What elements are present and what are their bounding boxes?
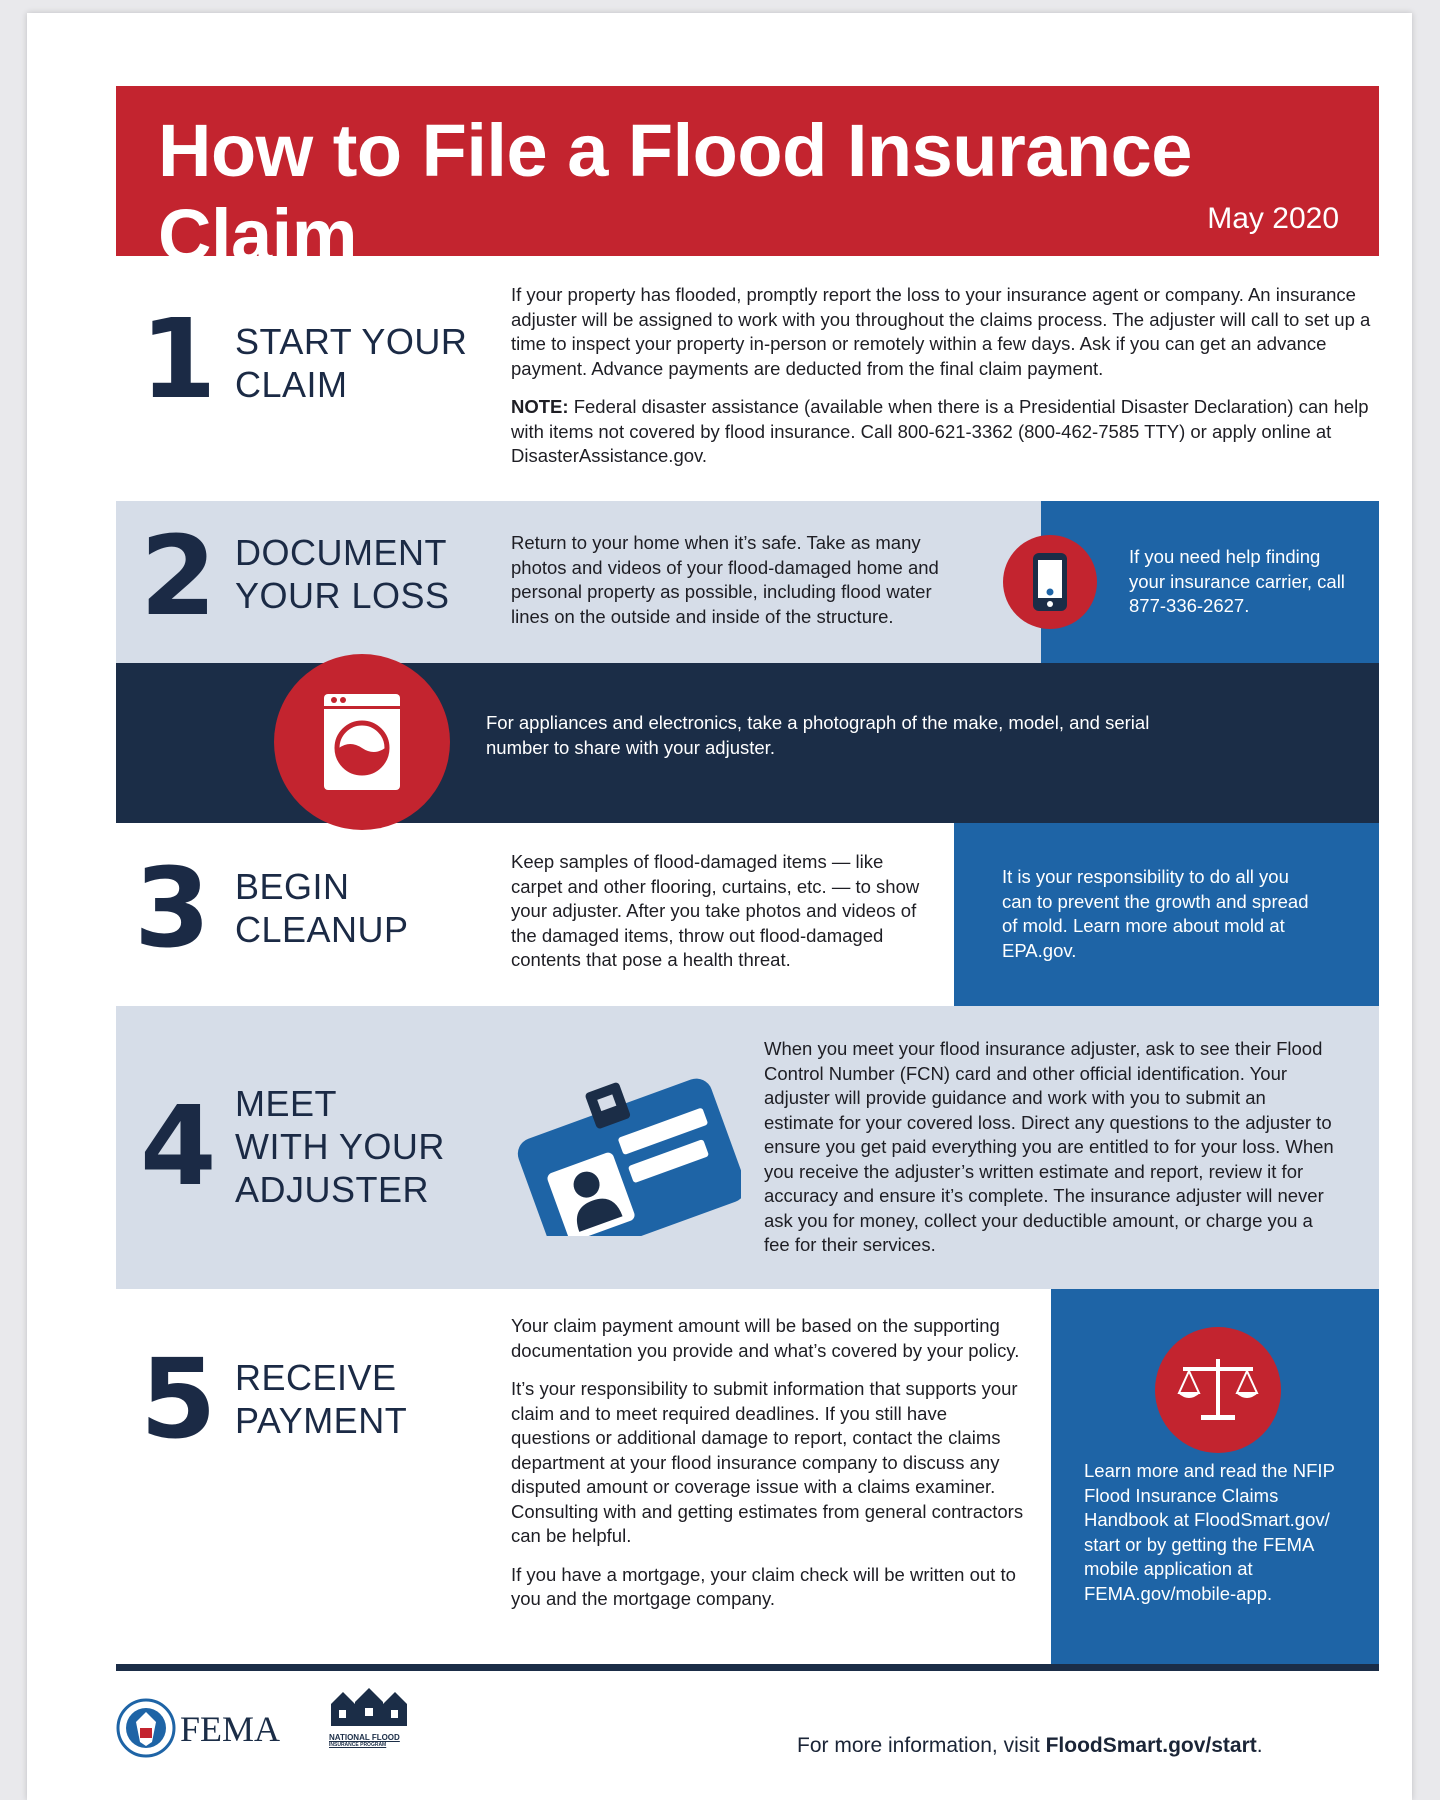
publish-date: May 2020: [1207, 202, 1339, 235]
more-info-text: For more information, visit FloodSmart.gov/start.: [797, 1734, 1263, 1757]
step-heading: DOCUMENT YOUR LOSS: [235, 532, 450, 616]
step-4-section: [116, 1006, 1379, 1289]
carrier-help-text: If you need help finding your insurance carrier, call 877-336-2627.: [1129, 546, 1345, 616]
appliance-tip-text: For appliances and electronics, take a photograph of the make, model, and serial number to share with your adjuster.: [486, 712, 1150, 758]
houses-icon: [329, 1686, 409, 1728]
handbook-panel: [1051, 1289, 1379, 1664]
step-body: Your claim payment amount will be based on the supporting documentation you provide and what’s covered by your policy. It’s your responsibility to submit information that supports your claim and to meet required deadlines. If you still have questions or additional damage to report, contact the claims department at your flood insurance company to discuss any disputed amount or coverage issue with a claims examiner. Consulting with and getting estimates from general contractors can be helpful. If you have a mortgage, your claim check will be written out to you and the mortgage company.: [511, 1315, 1024, 1609]
step-2-section: [116, 501, 1379, 663]
step-number: 3: [134, 844, 211, 972]
step-body: Keep samples of flood-damaged items — like carpet and other flooring, curtains, etc. — to show your adjuster. After you take photos and videos of the damaged items, throw out flood-damaged contents that pose a health threat.: [511, 851, 920, 970]
step-3-section: [116, 823, 1379, 1006]
fema-wordmark: FEMA: [180, 1709, 281, 1749]
step-number: 5: [140, 1335, 217, 1463]
flyer-page: [27, 13, 1412, 1800]
step-body: If your property has flooded, promptly report the loss to your insurance agent or company. An insurance adjuster will be assigned to work with you throughout the claims process. The adjuster will call to set up a time to inspect your property in-person or remotely within a few days. Ask if you can get an advance payment. Advance payments are deducted from the final claim payment. NOTE: Federal disaster assistance (available when there is a Presidential Disaster Declaration) can help with items not covered by flood insurance. Call 800-621-3362 (800-462-7585 TTY) or apply online at DisasterAssistance.gov.: [511, 283, 1376, 483]
step-note: NOTE: Federal disaster assistance (available when there is a Presidential Disaster Declaration) can help with items not covered by flood insurance. Call 800-621-3362 (800-462-7585 TTY) or apply online at DisasterAssistance.gov.: [511, 396, 1369, 466]
fema-logo: [116, 1698, 286, 1758]
scales-icon: [1155, 1327, 1281, 1453]
step-1-section: [116, 256, 1379, 501]
step-heading: RECEIVE PAYMENT: [235, 1357, 408, 1441]
step-heading: START YOUR CLAIM: [235, 321, 468, 405]
step-body: Return to your home when it’s safe. Take as many photos and videos of your flood-damaged home and personal property as possible, including flood water lines on the outside and inside of the structure.: [511, 532, 939, 627]
floodsmart-link[interactable]: FloodSmart.gov/start: [1045, 1734, 1257, 1757]
nfip-logo: [329, 1686, 409, 1756]
handbook-text: Learn more and read the NFIP Flood Insurance Claims Handbook at FloodSmart.gov/ start or by getting the FEMA mobile application at FEMA.gov/mobile-app.: [1084, 1460, 1335, 1604]
step-heading: BEGIN CLEANUP: [235, 866, 409, 950]
step-5-section: [116, 1289, 1379, 1664]
footer-divider: [116, 1664, 1379, 1671]
title-banner: [116, 86, 1379, 277]
washing-machine-icon: [274, 654, 450, 830]
step-heading: MEET WITH YOUR ADJUSTER: [235, 1083, 445, 1210]
step-number: 2: [140, 512, 217, 640]
step-number: 1: [140, 295, 217, 423]
step-number: 4: [140, 1082, 217, 1210]
id-badge-icon: [516, 1061, 741, 1236]
nfip-label: NATIONAL FLOOD INSURANCE PROGRAM: [329, 1733, 400, 1748]
mold-tip-text: It is your responsibility to do all you can to prevent the growth and spread of mold. Learn more about mold at EPA.gov.: [1002, 866, 1309, 961]
mold-tip-panel: [954, 823, 1379, 1006]
dhs-seal-icon: [116, 1698, 176, 1758]
page-title: How to File a Flood Insurance Claim: [158, 109, 1192, 277]
phone-icon: [1003, 535, 1097, 629]
step-body: When you meet your flood insurance adjuster, ask to see their Flood Control Number (FCN) card and other official identification. Your adjuster will provide guidance and work with you to submit an estimate for your covered loss. Direct any questions to the adjuster to ensure you get paid everything you are entitled to for your loss. When you receive the adjuster’s written estimate and report, review it for accuracy and ensure it’s complete. The insurance adjuster will never ask you for money, collect your deductible amount, or charge you a fee for their services.: [764, 1038, 1334, 1255]
